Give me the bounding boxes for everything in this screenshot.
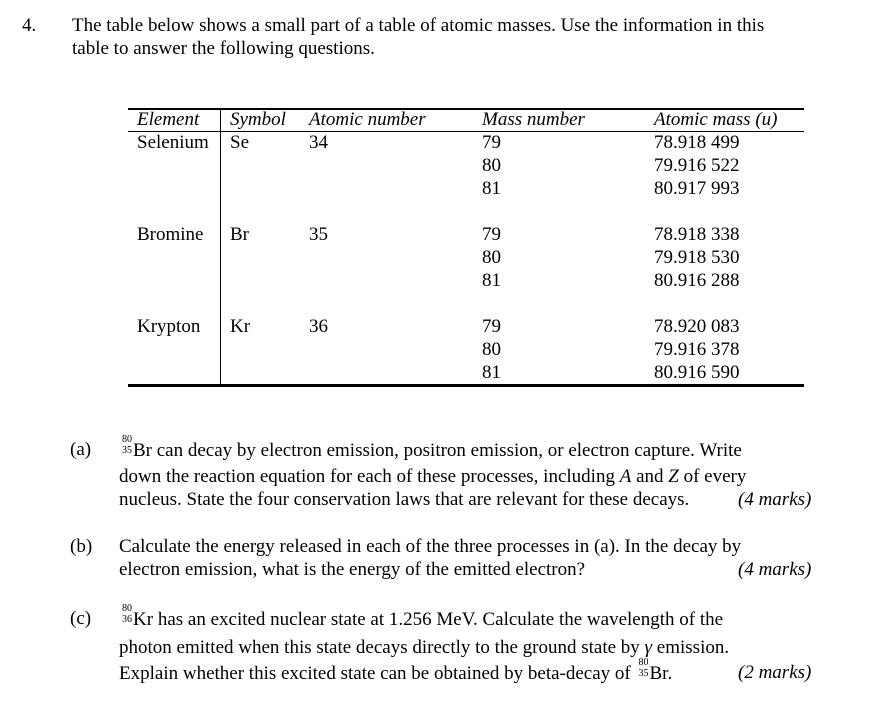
intro-line: The table below shows a small part of a table of atomic masses. Use the information in this — [72, 15, 765, 36]
part-c-marks: (2 marks) — [738, 662, 812, 683]
intro-line: table to answer the following questions. — [72, 38, 375, 59]
header-atomic-mass: Atomic mass (u) — [654, 109, 778, 130]
cell-atomic-mass: 80.916 590 — [654, 362, 740, 383]
cell-atomic-mass: 79.916 522 — [654, 155, 740, 176]
gamma-symbol: γ — [644, 637, 653, 658]
cell-atomic-mass: 80.916 288 — [654, 270, 740, 291]
cell-atomic-mass: 79.918 530 — [654, 247, 740, 268]
cell-mass-number: 79 — [482, 224, 501, 245]
cell-mass-number: 80 — [482, 155, 501, 176]
cell-atomic-number: 35 — [309, 224, 328, 245]
table-bottom-rule — [128, 384, 804, 387]
part-b-line-2: electron emission, what is the energy of the emitted electron? — [119, 559, 586, 580]
question-intro — [72, 14, 764, 60]
cell-mass-number: 79 — [482, 132, 501, 153]
cell-element: Bromine — [137, 224, 204, 245]
cell-atomic-mass: 78.918 499 — [654, 132, 740, 153]
column-divider — [220, 110, 221, 384]
part-b-label: (b) — [70, 536, 93, 557]
question-number: 4. — [22, 15, 37, 36]
cell-mass-number: 81 — [482, 178, 501, 199]
part-b-line-1: Calculate the energy released in each of the three processes in (a). In the decay by — [119, 536, 742, 557]
cell-atomic-mass: 78.918 338 — [654, 224, 740, 245]
cell-atomic-mass: 79.916 378 — [654, 339, 740, 360]
cell-mass-number: 80 — [482, 339, 501, 360]
part-c-line-1: 80 36 Kr has an excited nuclear state at 1.256 MeV. Calculate the wavelength of the — [119, 607, 723, 631]
cell-mass-number: 81 — [482, 270, 501, 291]
header-atomic-number: Atomic number — [309, 109, 426, 130]
cell-atomic-number: 36 — [309, 316, 328, 337]
nuclide-br-80: 80 35 — [122, 434, 132, 456]
part-a-line-3: nucleus. State the four conservation laws that are relevant for these decays. — [119, 489, 690, 510]
cell-mass-number: 81 — [482, 362, 501, 383]
header-element: Element — [137, 109, 200, 130]
part-a-label: (a) — [70, 439, 92, 460]
part-c-line-2: photon emitted when this state decays directly to the ground state by γ emission. — [119, 637, 730, 658]
header-symbol: Symbol — [230, 109, 286, 130]
cell-atomic-mass: 80.917 993 — [654, 178, 740, 199]
cell-mass-number: 80 — [482, 247, 501, 268]
part-a-line-2: down the reaction equation for each of these processes, including A and Z of every — [119, 466, 747, 487]
nuclide-br-80: 80 35 — [638, 657, 649, 679]
header-mass-number: Mass number — [482, 109, 585, 130]
atomic-mass-table — [128, 108, 804, 388]
cell-symbol: Se — [230, 132, 249, 153]
cell-element: Selenium — [137, 132, 209, 153]
cell-mass-number: 79 — [482, 316, 501, 337]
cell-atomic-number: 34 — [309, 132, 328, 153]
part-b-marks: (4 marks) — [738, 559, 812, 580]
part-c-label: (c) — [70, 608, 92, 629]
cell-element: Krypton — [137, 316, 201, 337]
cell-symbol: Br — [230, 224, 249, 245]
cell-symbol: Kr — [230, 316, 251, 337]
part-c-line-3: Explain whether this excited state can be obtained by beta-decay of 80 35 Br. — [119, 657, 673, 684]
nuclide-kr-80: 80 36 — [122, 603, 132, 625]
part-a-line-1: 80 35 Br can decay by electron emission, positron emission, or electron capture. Write — [119, 438, 742, 462]
cell-atomic-mass: 78.920 083 — [654, 316, 740, 337]
part-a-marks: (4 marks) — [738, 489, 812, 510]
